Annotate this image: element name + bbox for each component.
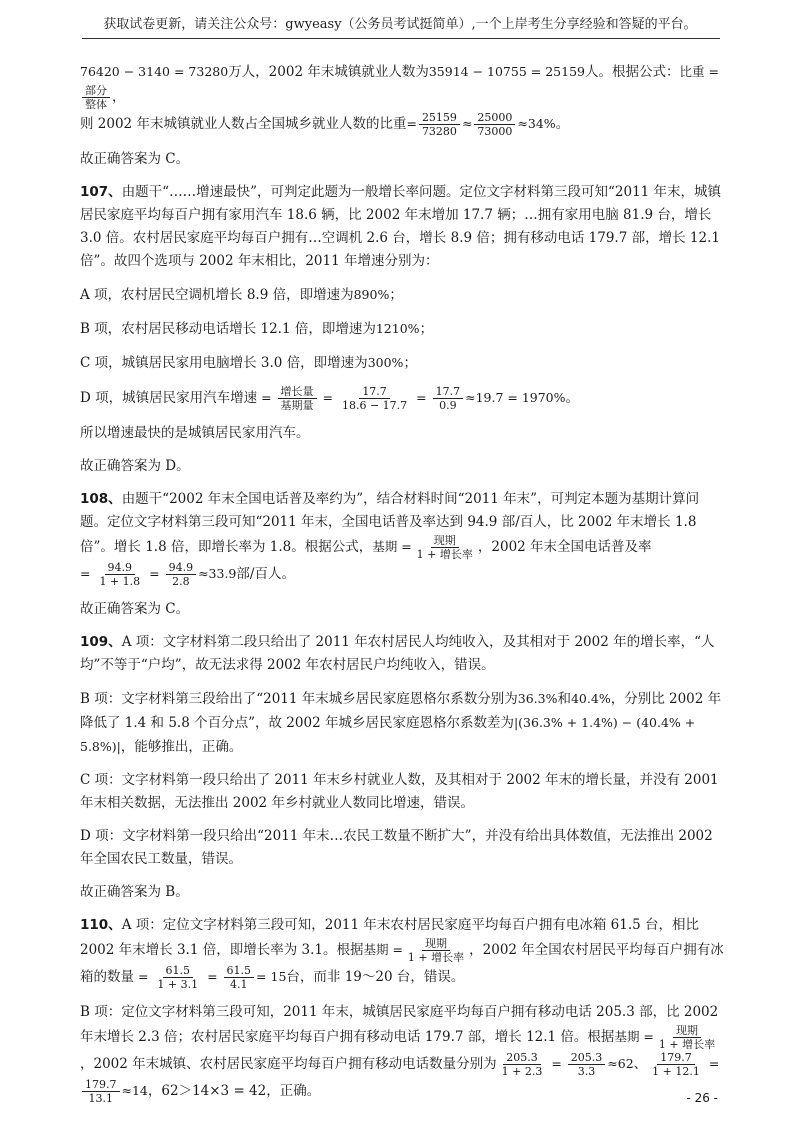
fraction: $\frac{17.7}{0.9}$ [433,385,464,412]
q106-answer: 故正确答案为 C。 [80,151,190,167]
fraction: $\frac{205.3}{1 + 2.3}$ [501,1051,543,1078]
fraction: $\frac{61.5}{1 + 3.1}$ [157,964,199,991]
fraction: $\frac{\text{现期}}{\text{1 + 增长率}}$ [416,534,473,561]
fraction: $\frac{\text{现期}}{\text{1 + 增长率}}$ [407,937,465,964]
fraction: $\frac{\text{增长量}}{\text{基期量}}$ [278,385,317,412]
fraction: $\frac{61.5}{4.1}$ [224,964,255,991]
fraction: $\frac{205.3}{3.3}$ [568,1051,606,1078]
text: 万人，2002 年末城镇就业人数为 [228,64,429,80]
page-number: - 26 - [686,1091,718,1105]
question-number: 109、 [80,634,122,650]
math-expr: 76420 − 3140 = 73280 [80,64,229,79]
fraction: $\frac{\text{部分}}{\text{整体}}$ [82,84,110,111]
fraction: $\frac{25159}{73280}$ [419,111,460,138]
q107-answer: 故正确答案为 D。 [80,458,190,474]
q107-option-c: C 项，城镇居民家用电脑增长 3.0 倍，即增速为300%； [80,355,417,371]
q107-intro: 107、由题干“……增速最快”，可判定此题为一般增长率问题。定位文字材料第三段可知“2011 年末，城镇居民家庭平均每百户拥有家用汽车 18.6 辆，比 2002 年末增加 17.7 辆；…拥有家用电脑 81.9 台，增长 3.0 倍。农村居民家庭平均每百户拥有…空调机 2.6 台，增长 8.9 倍；拥有移动电话 179.7 部，增长 12.1 倍”。故四个选项与 2002 年末相比，2011 年增速分别为： [80,184,722,269]
fraction: $\frac{17.7}{18.6 - 17.7}$ [341,385,408,412]
fraction: $\frac{179.7}{13.1}$ [82,1078,120,1105]
q107-conclusion: 所以增速最快的是城镇居民家用汽车。 [80,425,310,441]
question-number: 107、 [80,184,122,200]
text: 人。根据公式： [584,64,680,80]
q107-option-a: A 项，农村居民空调机增长 8.9 倍，即增速为890%； [80,287,403,303]
fraction: $\frac{25000}{73000}$ [474,111,515,138]
q110-option-b: B 项：定位文字材料第三段可知，2011 年末，城镇居民家庭平均每百户拥有移动电话 205.3 部，比 2002 年末增长 2.3 倍；农村居民家庭平均每百户拥有移动电话 179.7 部，增长 12.1 倍。根据基期 = $\frac{\text{现期}}{\text{1 + 增长率}}$ ，2002 年末城镇、农村居民家庭平均每百户拥有移动电话数量分别为 $\frac{205.3}{1 + 2.3}$ = $\frac{205.3}{3.3}$ ≈62、 $\frac{179.7}{1 + 12.1}$ = $\frac{179.7}{13.1}$ ≈14，62＞14×3 = 42，正确。 [80,1004,720,1105]
page-content [80,60,725,1115]
header-divider [82,38,720,39]
q109-option-b: B 项：文字材料第三段给出了“2011 年末城乡居民家庭恩格尔系数分别为36.3%和40.4%，分别比 2002 年降低了 1.4 和 5.8 个百分点”，故 2002 年城乡居民家庭恩格尔系数差为|(36.3% + 1.4%) − (40.4% + 5.8%)|，能够推出，正确。 [80,691,722,755]
page-header: 获取试卷更新，请关注公众号：gwyeasy（公务员考试挺简单）,一个上岸考生分享经验和答疑的平台。 [103,17,697,32]
math-expr: 35914 − 10755 = 25159 [428,64,585,79]
q109-option-d: D 项：文字材料第一段只给出“2011 年末…农民工数量不断扩大”，并没有给出具体数值，无法推出 2002 年全国农民工数量，错误。 [80,828,713,867]
text: 则 2002 年末城镇就业人数占全国城乡就业人数的比重 [80,116,407,132]
q107-option-b: B 项，农村居民移动电话增长 12.1 倍，即增速为1210%； [80,321,434,337]
q108-answer: 故正确答案为 C。 [80,601,190,617]
fraction: $\frac{94.9}{2.8}$ [166,561,197,588]
fraction: $\frac{179.7}{1 + 12.1}$ [652,1051,700,1078]
q109-option-c: C 项：文字材料第一段只给出了 2011 年末乡村就业人数，及其相对于 2002 年末的增长量，并没有 2001 年末相关数据，无法推出 2002 年乡村就业人数同比增速，错误。 [80,772,719,811]
fraction: $\frac{\text{现期}}{\text{1 + 增长率}}$ [658,1024,716,1051]
q106-continuation: 76420 − 3140 = 73280万人，2002 年末城镇就业人数为35914 − 10755 = 25159人。根据公式：比重 = $\frac{\text{部分}}{\text{整体}}$ ， 则 2002 年末城镇就业人数占全国城乡就业人数的比重= $\frac{25159}{73280}$ ≈ $\frac{25000}{73000}$ ≈34%。 [80,64,719,138]
fraction: $\frac{94.9}{1 + 1.8}$ [99,561,141,588]
question-number: 110、 [80,917,122,933]
q109-answer: 故正确答案为 B。 [80,884,189,900]
q110-option-a: 110、A 项：定位文字材料第三段可知，2011 年末农村居民家庭平均每百户拥有电冰箱 61.5 台，相比 2002 年末增长 3.1 倍，即增长率为 3.1。根据基期 = $\frac{\text{现期}}{\text{1 + 增长率}}$ ，2002 年全国农村居民平均每百户拥有冰箱的数量 = $\frac{61.5}{1 + 3.1}$ = $\frac{61.5}{4.1}$ = 15台，而非 19～20 台，错误。 [80,917,724,991]
formula-label: 比重 = [679,64,719,79]
q107-option-d: D 项，城镇居民家用汽车增速 = $\frac{\text{增长量}}{\text{基期量}}$ = $\frac{17.7}{18.6 - 17.7}$ = $\frac{17.7}{0.9}$ ≈19.7 = 1970%。 [80,385,580,412]
question-number: 108、 [80,491,122,507]
q108-body: 108、由题干“2002 年末全国电话普及率约为”，结合材料时间“2011 年末”，可判定本题为基期计算问题。定位文字材料第三段可知“2011 年末，全国电话普及率达到 94.9 部/百人，比 2002 年末增长 1.8 倍”。增长 1.8 倍，即增长率为 1.8。根据公式，基期 = $\frac{\text{现期}}{\text{1 + 增长率}}$ ，2002 年末全国电话普及率 = $\frac{94.9}{1 + 1.8}$ = $\frac{94.9}{2.8}$ ≈33.9部/百人。 [80,491,700,588]
q109-option-a: 109、A 项：文字材料第二段只给出了 2011 年农村居民人均纯收入，及其相对于 2002 年的增长率，“人均”不等于“户均”，故无法求得 2002 年农村居民户均纯收入，错误。 [80,634,715,673]
